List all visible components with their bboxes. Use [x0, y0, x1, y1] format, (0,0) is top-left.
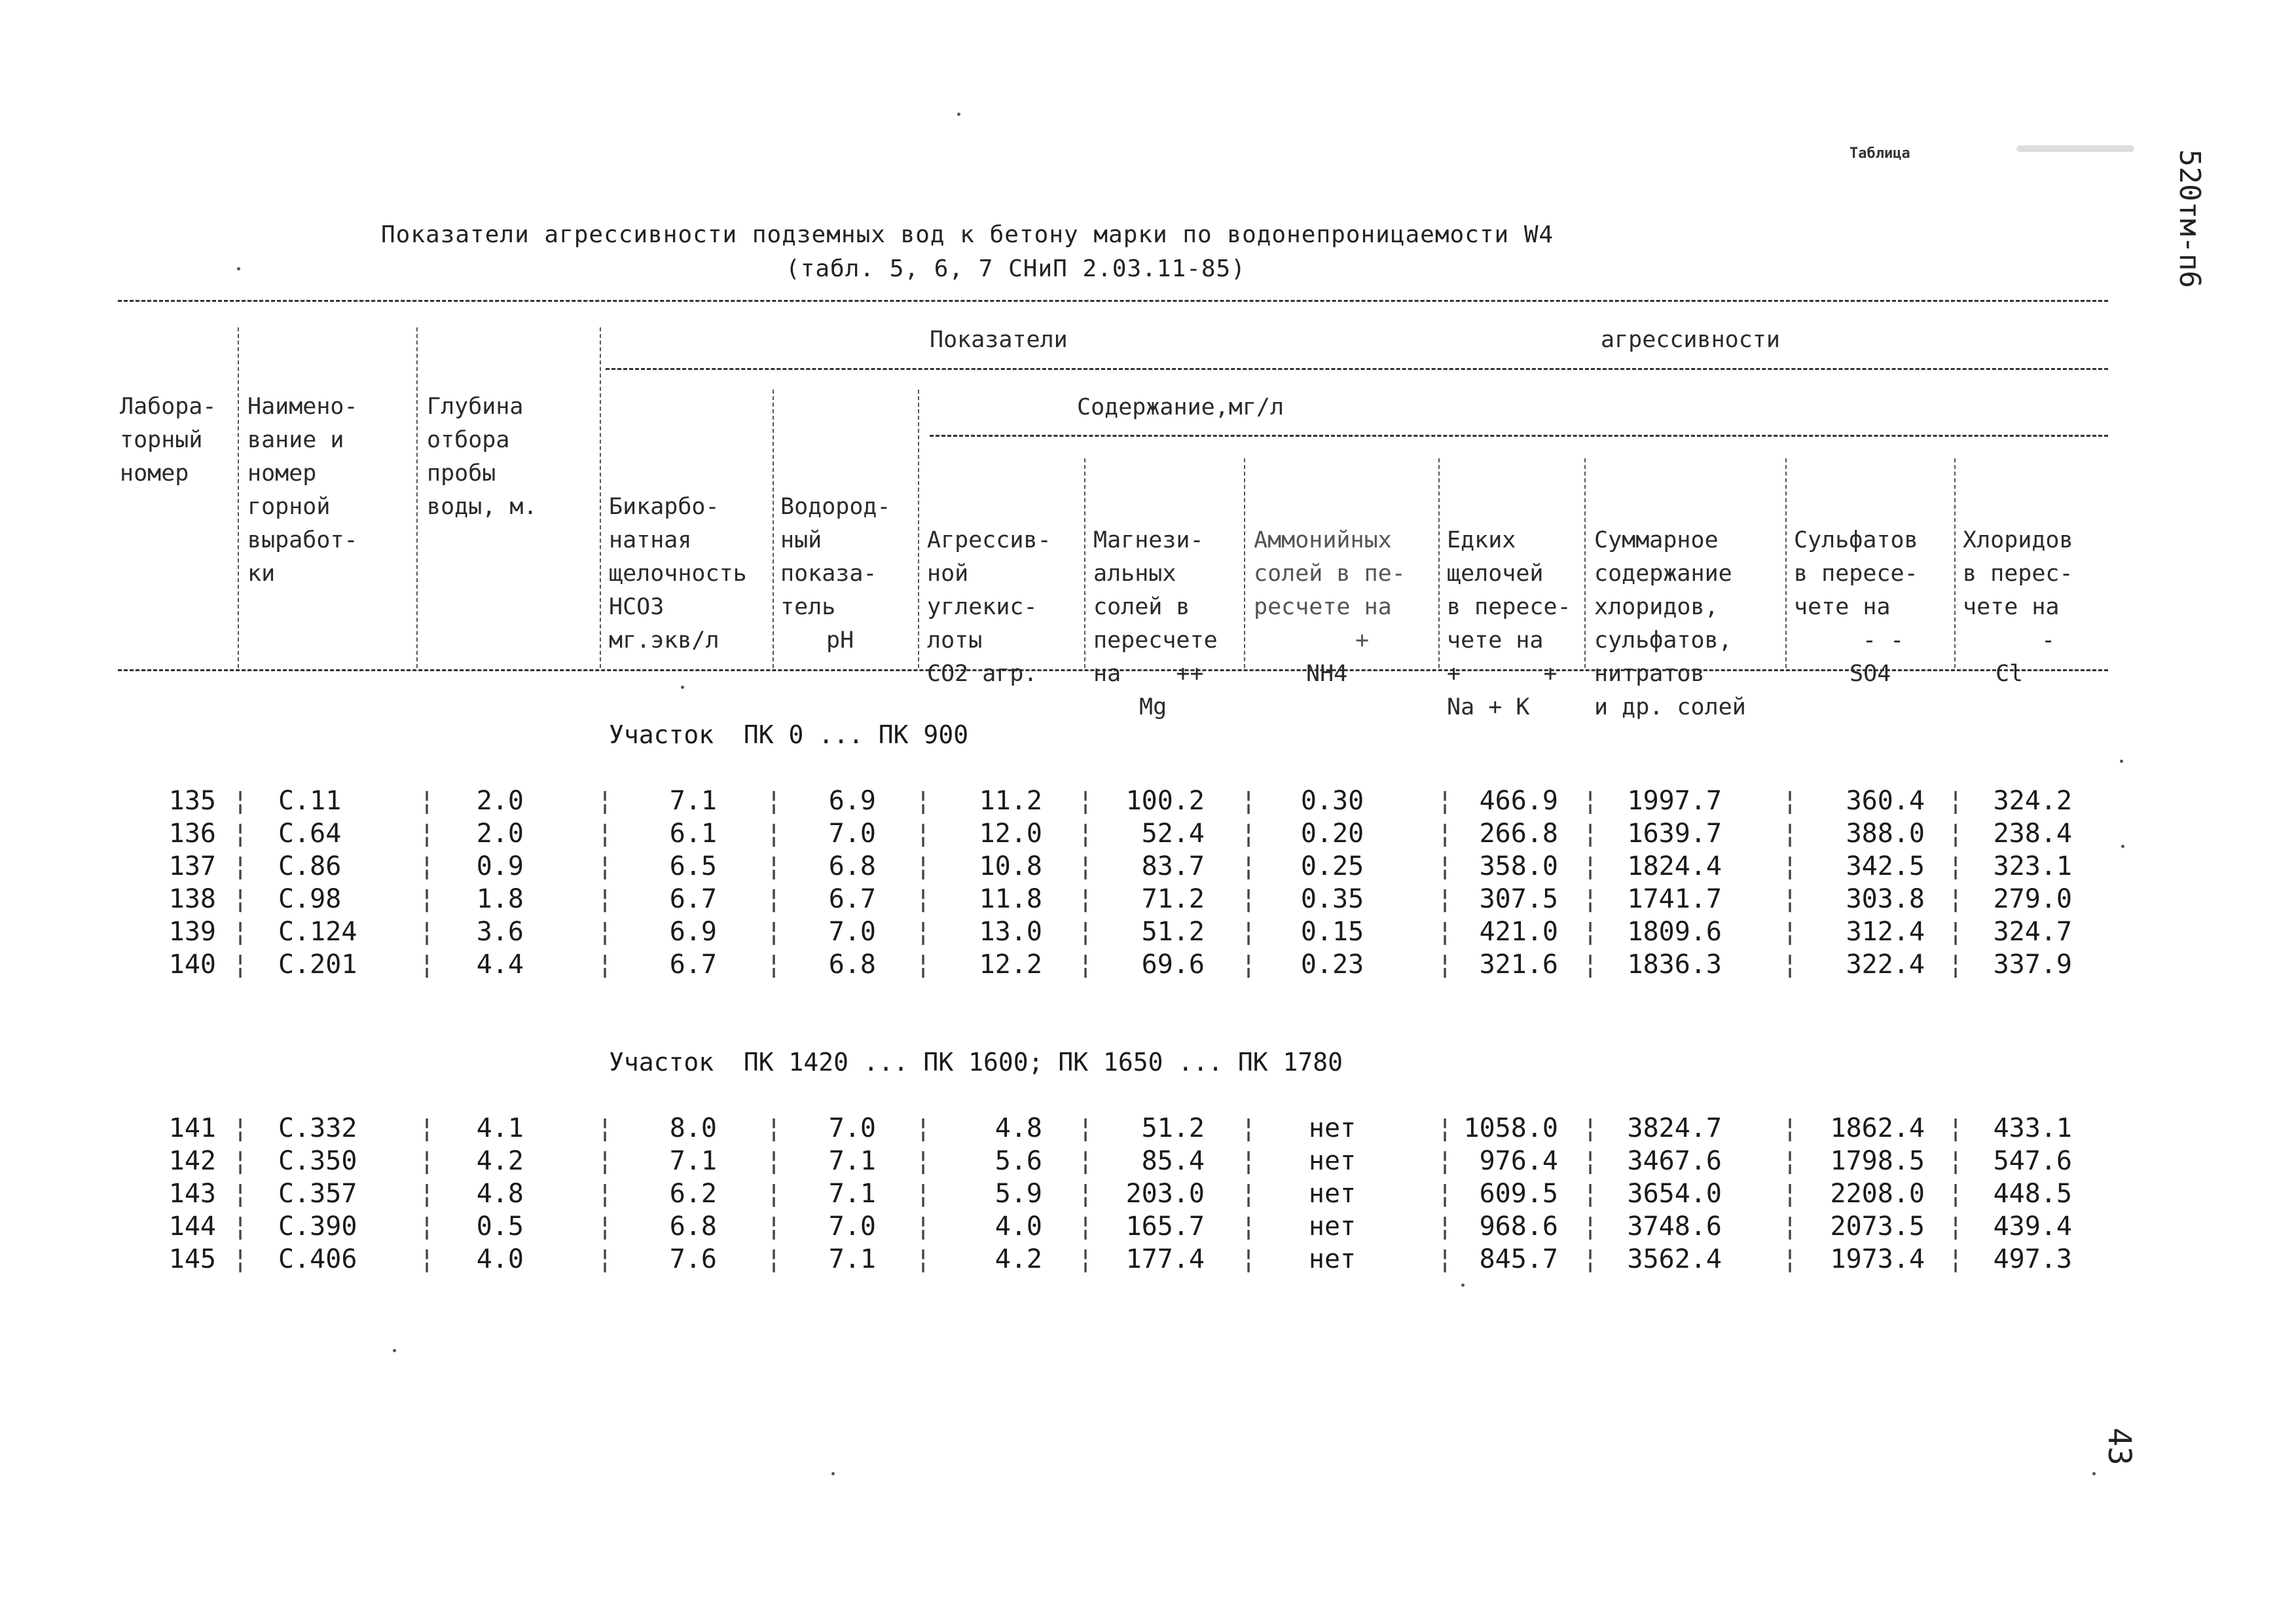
column-separator: ¦: [419, 950, 435, 980]
column-separator: ¦: [915, 819, 932, 849]
alkali-cell: 845.7: [1479, 1244, 1558, 1274]
section-title-1: Участок ПК 0 ... ПК 900: [609, 720, 969, 749]
column-separator: ¦: [597, 1211, 613, 1242]
column-separator: ¦: [915, 1146, 932, 1176]
column-separator: ¦: [1241, 917, 1257, 947]
column-separator: ¦: [1782, 917, 1798, 947]
lab-number-cell: 137: [168, 851, 216, 881]
chloride-cell: 324.7: [1993, 917, 2072, 947]
column-separator: ¦: [1582, 851, 1599, 881]
bicarb-cell: 6.1: [669, 819, 717, 849]
ph-cell: 7.0: [828, 1113, 876, 1143]
lab-number-cell: 139: [168, 917, 216, 947]
bicarb-cell: 7.1: [669, 1146, 717, 1176]
name-cell: С.201: [278, 950, 357, 980]
name-cell: С.332: [278, 1113, 357, 1143]
depth-cell: 1.8: [476, 884, 524, 914]
column-separator: ¦: [1078, 1146, 1094, 1176]
column-separator: ¦: [232, 884, 249, 914]
column-separator: ¦: [1582, 950, 1599, 980]
alkali-cell: 266.8: [1479, 819, 1558, 849]
column-separator: ¦: [232, 1146, 249, 1176]
column-separator: ¦: [1782, 1211, 1798, 1242]
column-separator: ¦: [597, 1244, 613, 1274]
nh4-cell: нет: [1308, 1146, 1357, 1176]
alkali-cell: 1058.0: [1463, 1113, 1558, 1143]
sulfate-cell: 303.8: [1846, 884, 1925, 914]
group-header-right: агрессивности: [1601, 327, 1780, 353]
column-separator: ¦: [915, 917, 932, 947]
alkali-cell: 307.5: [1479, 884, 1558, 914]
table-row: [0, 1244, 2296, 1277]
column-separator: ¦: [1582, 1179, 1599, 1209]
name-cell: С.64: [278, 819, 342, 849]
column-separator: ¦: [915, 786, 932, 816]
bicarb-cell: 6.5: [669, 851, 717, 881]
ph-cell: 6.7: [828, 884, 876, 914]
page-number: 43: [2101, 1428, 2138, 1466]
bicarb-cell: 6.9: [669, 917, 717, 947]
column-separator: ¦: [597, 917, 613, 947]
nh4-cell: 0.35: [1300, 884, 1364, 914]
total-cell: 3562.4: [1627, 1244, 1722, 1274]
column-separator: ¦: [232, 851, 249, 881]
column-separator: ¦: [1241, 1211, 1257, 1242]
column-separator: ¦: [419, 1146, 435, 1176]
col-total-header: Суммарное содержание хлоридов, сульфатов, нитратов и др. солей: [1594, 527, 1746, 720]
column-separator: ¦: [1782, 884, 1798, 914]
column-separator: ¦: [766, 1211, 782, 1242]
column-separator: ¦: [232, 1113, 249, 1143]
depth-cell: 4.2: [476, 1146, 524, 1176]
total-cell: 1997.7: [1627, 786, 1722, 816]
column-separator: ¦: [1241, 851, 1257, 881]
column-separator: ¦: [597, 1146, 613, 1176]
column-separator: ¦: [1241, 786, 1257, 816]
column-separator: ¦: [766, 819, 782, 849]
column-separator: ¦: [1437, 950, 1453, 980]
column-separator: ¦: [1437, 786, 1453, 816]
name-cell: С.406: [278, 1244, 357, 1274]
depth-cell: 4.4: [476, 950, 524, 980]
column-separator: ¦: [1437, 851, 1453, 881]
column-separator: ¦: [915, 1244, 932, 1274]
column-separator: ¦: [1948, 1146, 1964, 1176]
column-separator: ¦: [597, 884, 613, 914]
chloride-cell: 323.1: [1993, 851, 2072, 881]
name-cell: С.124: [278, 917, 357, 947]
depth-cell: 4.8: [476, 1179, 524, 1209]
column-separator: ¦: [1582, 1113, 1599, 1143]
lab-number-cell: 143: [168, 1179, 216, 1209]
table-row: [0, 786, 2296, 819]
column-separator: ¦: [1948, 1211, 1964, 1242]
col-ph-header: Водород- ный показа- тель pH: [780, 494, 891, 654]
column-separator: ¦: [419, 917, 435, 947]
column-separator: ¦: [1782, 851, 1798, 881]
column-separator: ¦: [232, 1179, 249, 1209]
name-cell: С.11: [278, 786, 342, 816]
column-separator: ¦: [1078, 1244, 1094, 1274]
chloride-cell: 497.3: [1993, 1244, 2072, 1274]
column-separator: ¦: [1078, 1113, 1094, 1143]
alkali-cell: 968.6: [1479, 1211, 1558, 1242]
column-separator: ¦: [766, 1146, 782, 1176]
column-separator: ¦: [1437, 1113, 1453, 1143]
column-separator: ¦: [1582, 819, 1599, 849]
sulfate-cell: 2073.5: [1830, 1211, 1925, 1242]
lab-number-cell: 136: [168, 819, 216, 849]
ph-cell: 7.1: [828, 1179, 876, 1209]
sulfate-cell: 2208.0: [1830, 1179, 1925, 1209]
nh4-cell: 0.25: [1300, 851, 1364, 881]
co2-cell: 5.9: [994, 1179, 1042, 1209]
col-mg-header: Магнези- альных солей в пересчете на ++ Mg: [1093, 527, 1218, 720]
column-separator: ¦: [1582, 1244, 1599, 1274]
co2-cell: 4.2: [994, 1244, 1042, 1274]
scan-speck: [681, 686, 684, 689]
sulfate-cell: 322.4: [1846, 950, 1925, 980]
column-separator: ¦: [1437, 1244, 1453, 1274]
bicarb-cell: 8.0: [669, 1113, 717, 1143]
ph-cell: 7.0: [828, 917, 876, 947]
column-separator: ¦: [1078, 851, 1094, 881]
scan-speck: [393, 1349, 396, 1352]
column-separator: ¦: [1582, 786, 1599, 816]
column-separator: ¦: [232, 1244, 249, 1274]
co2-cell: 10.8: [979, 851, 1042, 881]
group-header-left: Показатели: [930, 327, 1068, 353]
table-header: [0, 0, 2296, 720]
table-row: [0, 851, 2296, 884]
column-separator: ¦: [766, 950, 782, 980]
mg-cell: 177.4: [1125, 1244, 1205, 1274]
total-cell: 3654.0: [1627, 1179, 1722, 1209]
column-separator: ¦: [766, 851, 782, 881]
chloride-cell: 433.1: [1993, 1113, 2072, 1143]
column-separator: ¦: [419, 1179, 435, 1209]
col-name-header: Наимено- вание и номер горной выработ- ки: [247, 394, 358, 587]
co2-cell: 4.0: [994, 1211, 1042, 1242]
column-separator: ¦: [1437, 1179, 1453, 1209]
alkali-cell: 358.0: [1479, 851, 1558, 881]
mg-cell: 69.6: [1141, 950, 1205, 980]
scan-speck: [2121, 845, 2124, 848]
lab-number-cell: 142: [168, 1146, 216, 1176]
column-separator: ¦: [1241, 1244, 1257, 1274]
total-cell: 1809.6: [1627, 917, 1722, 947]
column-separator: ¦: [1437, 1211, 1453, 1242]
lab-number-cell: 140: [168, 950, 216, 980]
co2-cell: 5.6: [994, 1146, 1042, 1176]
table-row: [0, 884, 2296, 917]
column-separator: ¦: [766, 1179, 782, 1209]
lab-number-cell: 135: [168, 786, 216, 816]
column-separator: ¦: [1437, 1146, 1453, 1176]
column-separator: ¦: [915, 1113, 932, 1143]
col-nh4-header: Аммонийных солей в пе- ресчете на + NH4: [1254, 527, 1406, 687]
chloride-cell: 337.9: [1993, 950, 2072, 980]
column-separator: ¦: [1948, 950, 1964, 980]
depth-cell: 4.0: [476, 1244, 524, 1274]
column-separator: ¦: [1241, 1113, 1257, 1143]
sulfate-cell: 1862.4: [1830, 1113, 1925, 1143]
column-separator: ¦: [1241, 819, 1257, 849]
mg-cell: 52.4: [1141, 819, 1205, 849]
column-separator: ¦: [1948, 819, 1964, 849]
name-cell: С.390: [278, 1211, 357, 1242]
lab-number-cell: 145: [168, 1244, 216, 1274]
mg-cell: 51.2: [1141, 1113, 1205, 1143]
column-separator: ¦: [1948, 884, 1964, 914]
column-separator: ¦: [1078, 884, 1094, 914]
col-alkali-header: Едких щелочей в пересе- чете на + + Na + K: [1447, 527, 1571, 720]
column-separator: ¦: [1782, 786, 1798, 816]
table-row: [0, 1146, 2296, 1179]
nh4-cell: 0.30: [1300, 786, 1364, 816]
sulfate-cell: 360.4: [1846, 786, 1925, 816]
chloride-cell: 448.5: [1993, 1179, 2072, 1209]
column-separator: ¦: [915, 884, 932, 914]
column-separator: ¦: [232, 950, 249, 980]
co2-cell: 12.0: [979, 819, 1042, 849]
column-separator: ¦: [597, 851, 613, 881]
column-separator: ¦: [766, 884, 782, 914]
table-row: [0, 1211, 2296, 1244]
column-separator: ¦: [766, 1244, 782, 1274]
chloride-cell: 439.4: [1993, 1211, 2072, 1242]
column-separator: ¦: [915, 1211, 932, 1242]
sulfate-cell: 388.0: [1846, 819, 1925, 849]
chloride-cell: 547.6: [1993, 1146, 2072, 1176]
table-row: [0, 1179, 2296, 1211]
co2-cell: 13.0: [979, 917, 1042, 947]
nh4-cell: нет: [1308, 1211, 1357, 1242]
column-separator: ¦: [419, 1211, 435, 1242]
nh4-cell: 0.23: [1300, 950, 1364, 980]
column-separator: ¦: [1782, 1113, 1798, 1143]
scan-speck: [2092, 1472, 2096, 1475]
ph-cell: 6.8: [828, 851, 876, 881]
name-cell: С.350: [278, 1146, 357, 1176]
column-separator: ¦: [1948, 1179, 1964, 1209]
chloride-cell: 324.2: [1993, 786, 2072, 816]
column-separator: ¦: [419, 1244, 435, 1274]
name-cell: С.98: [278, 884, 342, 914]
alkali-cell: 466.9: [1479, 786, 1558, 816]
bicarb-cell: 7.6: [669, 1244, 717, 1274]
alkali-cell: 609.5: [1479, 1179, 1558, 1209]
table-stamp: Таблица: [1850, 145, 1910, 162]
lab-number-cell: 141: [168, 1113, 216, 1143]
scan-speck: [237, 267, 240, 270]
content-group-header: Содержание,мг/л: [1077, 394, 1285, 420]
nh4-cell: нет: [1308, 1113, 1357, 1143]
column-separator: ¦: [232, 786, 249, 816]
alkali-cell: 976.4: [1479, 1146, 1558, 1176]
total-cell: 3467.6: [1627, 1146, 1722, 1176]
column-separator: ¦: [232, 1211, 249, 1242]
ph-cell: 7.1: [828, 1244, 876, 1274]
co2-cell: 11.8: [979, 884, 1042, 914]
column-separator: ¦: [1782, 1179, 1798, 1209]
sulfate-cell: 312.4: [1846, 917, 1925, 947]
column-separator: ¦: [597, 950, 613, 980]
column-separator: ¦: [1078, 786, 1094, 816]
column-separator: ¦: [1241, 950, 1257, 980]
page-subtitle: (табл. 5, 6, 7 СНиП 2.03.11-85): [786, 255, 1246, 282]
chloride-cell: 279.0: [1993, 884, 2072, 914]
col-sulfate-header: Сульфатов в пересе- чете на - - SO4: [1794, 527, 1918, 687]
column-separator: ¦: [1948, 851, 1964, 881]
column-separator: ¦: [1782, 1244, 1798, 1274]
nh4-cell: нет: [1308, 1179, 1357, 1209]
column-separator: ¦: [766, 786, 782, 816]
col-bicarb-header: Бикарбо- натная щелочность HCO3 мг.экв/л: [609, 494, 747, 654]
lab-number-cell: 144: [168, 1211, 216, 1242]
column-separator: ¦: [1078, 917, 1094, 947]
column-separator: ¦: [597, 786, 613, 816]
ph-cell: 6.8: [828, 950, 876, 980]
depth-cell: 2.0: [476, 786, 524, 816]
table-row: [0, 1113, 2296, 1146]
column-separator: ¦: [597, 1113, 613, 1143]
depth-cell: 4.1: [476, 1113, 524, 1143]
column-separator: ¦: [1437, 884, 1453, 914]
co2-cell: 4.8: [994, 1113, 1042, 1143]
mg-cell: 83.7: [1141, 851, 1205, 881]
column-separator: ¦: [1948, 1244, 1964, 1274]
column-separator: ¦: [1582, 1211, 1599, 1242]
ph-cell: 7.0: [828, 819, 876, 849]
col-chloride-header: Хлоридов в перес- чете на - Cl: [1963, 527, 2073, 687]
column-separator: ¦: [419, 786, 435, 816]
total-cell: 3824.7: [1627, 1113, 1722, 1143]
table-row: [0, 950, 2296, 982]
column-separator: ¦: [1078, 819, 1094, 849]
alkali-cell: 321.6: [1479, 950, 1558, 980]
lab-number-cell: 138: [168, 884, 216, 914]
table-row: [0, 819, 2296, 851]
column-separator: ¦: [1782, 819, 1798, 849]
page-title: Показатели агрессивности подземных вод к бетону марки по водонепроницаемости W4: [381, 221, 1554, 248]
column-separator: ¦: [915, 950, 932, 980]
scan-speck: [2120, 760, 2123, 763]
alkali-cell: 421.0: [1479, 917, 1558, 947]
column-separator: ¦: [915, 851, 932, 881]
chloride-cell: 238.4: [1993, 819, 2072, 849]
total-cell: 1639.7: [1627, 819, 1722, 849]
co2-cell: 12.2: [979, 950, 1042, 980]
ph-cell: 7.1: [828, 1146, 876, 1176]
column-separator: ¦: [419, 1113, 435, 1143]
column-separator: ¦: [1948, 786, 1964, 816]
scan-speck: [831, 1472, 835, 1475]
column-separator: ¦: [1241, 1146, 1257, 1176]
column-separator: ¦: [597, 819, 613, 849]
depth-cell: 0.5: [476, 1211, 524, 1242]
column-separator: ¦: [419, 819, 435, 849]
depth-cell: 0.9: [476, 851, 524, 881]
col-lab-number-header: Лабора- торный номер: [120, 394, 217, 487]
name-cell: С.86: [278, 851, 342, 881]
column-separator: ¦: [1948, 1113, 1964, 1143]
column-separator: ¦: [1582, 1146, 1599, 1176]
total-cell: 1741.7: [1627, 884, 1722, 914]
name-cell: С.357: [278, 1179, 357, 1209]
column-separator: ¦: [766, 917, 782, 947]
ph-cell: 7.0: [828, 1211, 876, 1242]
scan-speck: [1461, 1283, 1465, 1287]
column-separator: ¦: [232, 917, 249, 947]
column-separator: ¦: [1582, 917, 1599, 947]
column-separator: ¦: [232, 819, 249, 849]
nh4-cell: нет: [1308, 1244, 1357, 1274]
depth-cell: 2.0: [476, 819, 524, 849]
total-cell: 3748.6: [1627, 1211, 1722, 1242]
column-separator: ¦: [766, 1113, 782, 1143]
column-separator: ¦: [1078, 1179, 1094, 1209]
total-cell: 1824.4: [1627, 851, 1722, 881]
column-separator: ¦: [1078, 1211, 1094, 1242]
mg-cell: 165.7: [1125, 1211, 1205, 1242]
column-separator: ¦: [419, 851, 435, 881]
column-separator: ¦: [1437, 917, 1453, 947]
bicarb-cell: 6.7: [669, 884, 717, 914]
column-separator: ¦: [1782, 1146, 1798, 1176]
mg-cell: 100.2: [1125, 786, 1205, 816]
nh4-cell: 0.15: [1300, 917, 1364, 947]
ph-cell: 6.9: [828, 786, 876, 816]
sulfate-cell: 342.5: [1846, 851, 1925, 881]
column-separator: ¦: [1078, 950, 1094, 980]
col-co2-header: Агрессив- ной углекис- лоты CO2 агр.: [927, 527, 1051, 687]
sulfate-cell: 1973.4: [1830, 1244, 1925, 1274]
mg-cell: 51.2: [1141, 917, 1205, 947]
mg-cell: 203.0: [1125, 1179, 1205, 1209]
column-separator: ¦: [597, 1179, 613, 1209]
bicarb-cell: 6.7: [669, 950, 717, 980]
section-title-2: Участок ПК 1420 ... ПК 1600; ПК 1650 ... ПК 1780: [609, 1048, 1343, 1077]
column-separator: ¦: [1241, 1179, 1257, 1209]
sulfate-cell: 1798.5: [1830, 1146, 1925, 1176]
column-separator: ¦: [419, 884, 435, 914]
bicarb-cell: 7.1: [669, 786, 717, 816]
column-separator: ¦: [915, 1179, 932, 1209]
co2-cell: 11.2: [979, 786, 1042, 816]
scan-speck: [957, 113, 960, 116]
column-separator: ¦: [1437, 819, 1453, 849]
column-separator: ¦: [1782, 950, 1798, 980]
mg-cell: 85.4: [1141, 1146, 1205, 1176]
col-depth-header: Глубина отбора пробы воды, м.: [427, 394, 538, 520]
depth-cell: 3.6: [476, 917, 524, 947]
bicarb-cell: 6.8: [669, 1211, 717, 1242]
total-cell: 1836.3: [1627, 950, 1722, 980]
table-row: [0, 917, 2296, 950]
side-code: 520тм-п6: [2173, 149, 2206, 288]
column-separator: ¦: [1241, 884, 1257, 914]
mg-cell: 71.2: [1141, 884, 1205, 914]
bicarb-cell: 6.2: [669, 1179, 717, 1209]
column-separator: ¦: [1582, 884, 1599, 914]
column-separator: ¦: [1948, 917, 1964, 947]
nh4-cell: 0.20: [1300, 819, 1364, 849]
